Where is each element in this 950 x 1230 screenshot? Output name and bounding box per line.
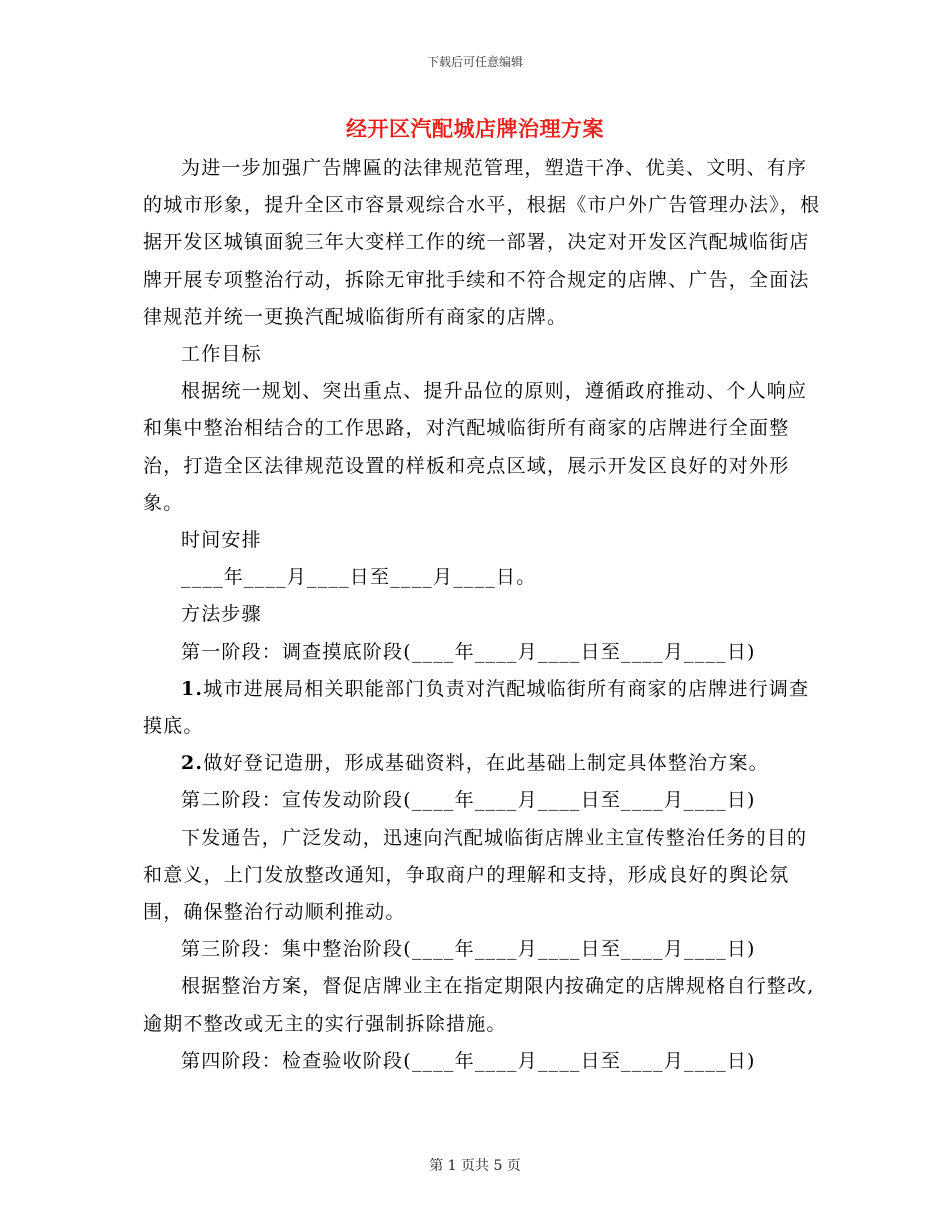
stage-three-heading: 第三阶段：集中整治阶段(____年____月____日至____月____日) [181, 938, 756, 961]
paragraph-schedule-dates: ____年____月____日至____月____日。 [181, 566, 537, 589]
item-text: 城市进展局相关职能部门负责对汽配城临街所有商家的店牌进行调查摸底。 [143, 677, 810, 738]
item-number: 2. [181, 752, 204, 775]
paragraph-stage-two: 下发通告，广泛发动，迅速向汽配城临街店牌业主宣传整治任务的目的和意义，上门发放整改通知，争取商户的理解和支持，形成良好的舆论氛围，确保整治行动顺利推动。 [143, 826, 808, 924]
heading-schedule: 时间安排 [181, 529, 262, 552]
paragraph-intro: 为进一步加强广告牌匾的法律规范管理，塑造干净、优美、文明、有序的城市形象，提升全区市容景观综合水平，根据《市户外广告管理办法》，根据开发区城镇面貌三年大变样工作的统一部署，决定对开发区汽配城临街店牌开展专项整治行动，拆除无审批手续和不符合规定的店牌、广告，全面法律规范并统一更换汽配城临街所有商家的店牌。 [143, 157, 821, 328]
paragraph-stage-three: 根据整治方案，督促店牌业主在指定期限内按确定的店牌规格自行整改,逾期不整改或无主的实行强制拆除措施。 [143, 975, 815, 1035]
stage-four-heading: 第四阶段：检查验收阶段(____年____月____日至____月____日) [181, 1049, 756, 1072]
numbered-item-1 [143, 671, 823, 745]
stage-one-heading: 第一阶段：调查摸底阶段(____年____月____日至____月____日) [181, 640, 756, 663]
paragraph-work-goal: 根据统一规划、突出重点、提升品位的原则，遵循政府推动、个人响应和集中整治相结合的工作思路，对汽配城临街所有商家的店牌进行全面整治，打造全区法律规范设置的样板和亮点区域，展示开发区良好的对外形象。 [143, 380, 808, 514]
document-body [143, 150, 823, 1080]
item-number: 1. [181, 677, 204, 700]
stage-two-heading: 第二阶段：宣传发动阶段(____年____月____日至____月____日) [181, 789, 756, 812]
numbered-item-2 [143, 745, 823, 782]
page-header: 下载后可任意编辑 [426, 55, 523, 69]
heading-work-goal: 工作目标 [181, 343, 262, 366]
page-footer: 第 1 页共 5 页 [429, 1158, 521, 1174]
document-title: 经开区汽配城店牌治理方案 [346, 116, 604, 141]
heading-method-steps: 方法步骤 [181, 603, 262, 626]
item-text: 做好登记造册，形成基础资料，在此基础上制定具体整治方案。 [203, 752, 769, 775]
